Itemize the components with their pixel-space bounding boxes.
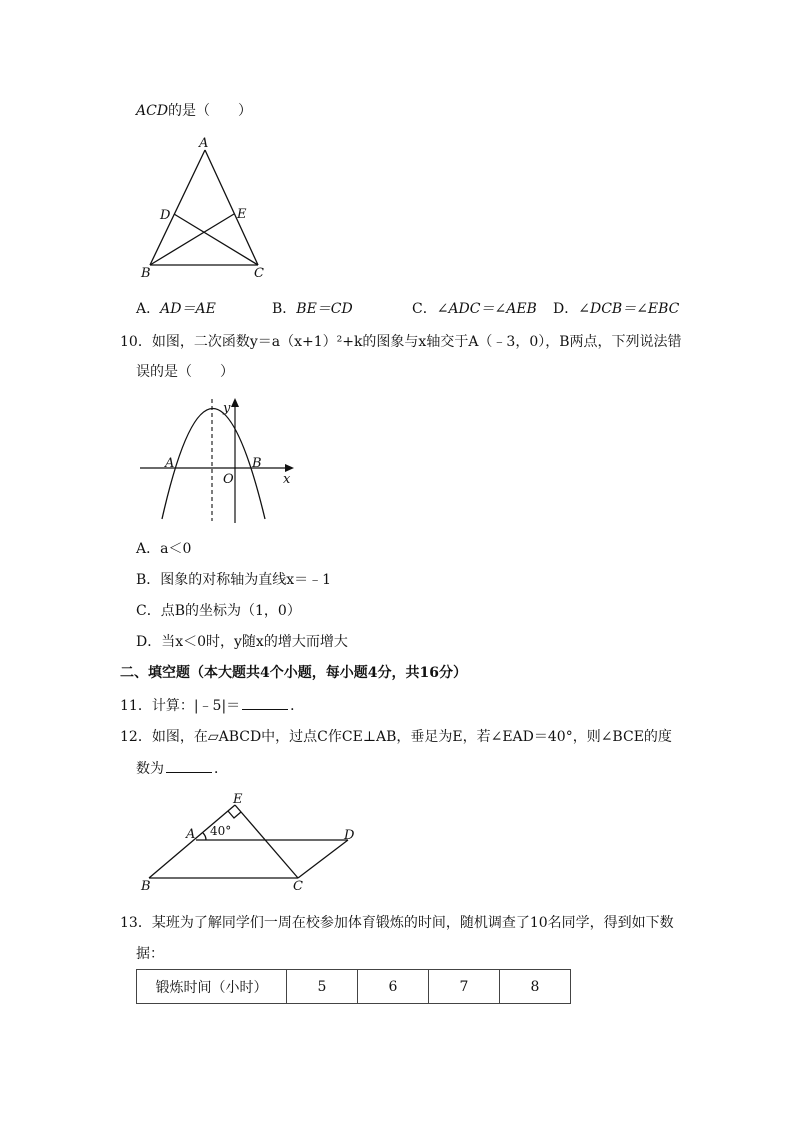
- q11-suffix: ．: [290, 698, 305, 714]
- q10-stem-line1: 10．如图，二次函数y＝a（x+1）²+k的图象与x轴交于A（﹣3，0），B两点，下列说法错: [120, 334, 682, 350]
- q10-label-b: B: [252, 456, 262, 471]
- section-2-heading: 二、填空题（本大题共4个小题，每小题4分，共16分）: [120, 665, 467, 681]
- q10-label-x: x: [283, 472, 291, 487]
- q12-answer-blank[interactable]: [166, 758, 212, 773]
- q9-option-a: [136, 299, 216, 319]
- q9-option-d: [553, 299, 679, 319]
- q10-parabola-curve: [162, 409, 265, 520]
- q10-label-o: O: [223, 472, 234, 487]
- q13-table-header-cell: 锻炼时间（小时）: [137, 970, 287, 1004]
- q12-label-a: A: [186, 827, 196, 842]
- q9-option-d-expr: ∠DCB＝∠EBC: [578, 301, 680, 317]
- q10-stem-line2: 误的是（ ）: [136, 364, 234, 380]
- q9-option-a-expr: AD＝AE: [160, 301, 216, 317]
- q13-table-value-cell: 8: [500, 970, 571, 1004]
- q12-label-e: E: [233, 792, 243, 807]
- q9-stem-tail-math: ACD: [136, 103, 169, 119]
- q9-label-e: E: [237, 207, 247, 222]
- q12-line2-suffix: ．: [214, 761, 228, 777]
- q9-label-c: C: [254, 266, 264, 281]
- q10-option-b: B．图象的对称轴为直线x＝﹣1: [136, 572, 332, 588]
- q9-option-a-key: A．: [136, 301, 161, 317]
- table-row: [137, 970, 571, 1004]
- q13-table-value-cell: 6: [358, 970, 429, 1004]
- q10-parabola-figure: [136, 393, 301, 528]
- q12-label-c: C: [293, 879, 303, 894]
- q9-stem-tail-text: 的是（ ）: [168, 103, 253, 119]
- q12-right-angle-mark: [228, 811, 241, 818]
- q9-option-d-key: D．: [553, 301, 579, 317]
- q10-x-axis-arrow: [285, 464, 294, 472]
- q10-y-axis-arrow: [231, 398, 239, 407]
- q9-label-a: A: [199, 136, 209, 151]
- q13-stem-line1: 13．某班为了解同学们一周在校参加体育锻炼的时间，随机调查了10名同学，得到如下数: [120, 915, 674, 931]
- q10-label-a: A: [165, 456, 175, 471]
- q12-stem-line1: 12．如图，在▱ABCD中，过点C作CE⊥AB，垂足为E，若∠EAD＝40°，则∠BCE的度: [120, 729, 672, 745]
- q12-label-b: B: [141, 879, 151, 894]
- q11-stem: [120, 695, 304, 716]
- q9-label-d: D: [160, 208, 171, 223]
- q12-line2-prefix: 数为: [136, 761, 164, 777]
- q12-side-dc: [298, 840, 348, 878]
- q9-stem-tail: [136, 101, 252, 121]
- q9-label-b: B: [141, 266, 151, 281]
- q9-option-b: [272, 299, 353, 319]
- q13-table-value-cell: 5: [287, 970, 358, 1004]
- q12-parallelogram-figure: [136, 788, 366, 898]
- q10-option-c: C．点B的坐标为（1，0）: [136, 603, 301, 619]
- q11-answer-blank[interactable]: [242, 695, 288, 710]
- q12-angle-arc-a: [203, 833, 206, 840]
- q10-option-a: A．a＜0: [136, 541, 192, 557]
- q13-stem-line2: 据：: [136, 946, 164, 962]
- q10-label-y: y: [223, 401, 231, 416]
- q12-label-d: D: [344, 828, 355, 843]
- q11-prefix: 11．计算：|﹣5|＝: [120, 698, 241, 714]
- q10-option-d: D．当x＜0时，y随x的增大而增大: [136, 634, 348, 650]
- q9-option-c-key: C．: [412, 301, 437, 317]
- q13-data-table: [136, 969, 571, 1004]
- q12-segment-ce: [235, 805, 298, 878]
- q9-option-c: [412, 299, 537, 319]
- q12-angle-label: 40°: [210, 824, 232, 838]
- q9-option-b-expr: BE＝CD: [296, 301, 353, 317]
- q9-side-ac: [205, 150, 258, 265]
- q12-stem-line2: [136, 758, 228, 779]
- q9-option-c-expr: ∠ADC＝∠AEB: [436, 301, 537, 317]
- q9-triangle-figure: [130, 132, 290, 282]
- q13-table-value-cell: 7: [429, 970, 500, 1004]
- q9-option-b-key: B．: [272, 301, 297, 317]
